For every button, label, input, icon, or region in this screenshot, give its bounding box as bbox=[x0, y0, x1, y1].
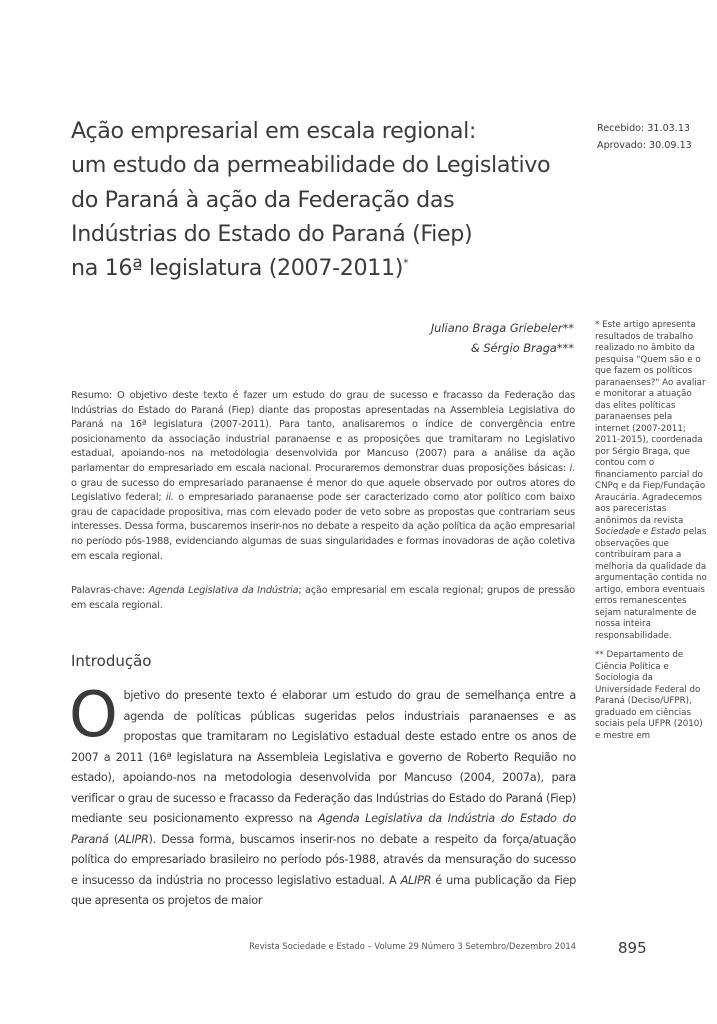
abstract-item-marker: i. bbox=[569, 462, 575, 474]
title-text: na 16ª legislatura (2007-2011) bbox=[71, 255, 404, 282]
footnote-text: * Este artigo apresenta resultados de trabalho realizado no âmbito da pesquisa "Quem são e o que fazem os políticos paranaenses?" Ao avaliar e monitorar a atuação das elites políticas paranaenses pela internet (2007-2011; 2011-2015), coordenada por Sérgio Braga, que contou com o financiamento parcial do CNPq e da Fiep/Fundação Araucária. Agradecemos aos pareceristas anônimos da revista bbox=[595, 320, 706, 526]
title-line bbox=[71, 251, 576, 285]
page-number: 895 bbox=[618, 939, 647, 957]
keywords bbox=[71, 584, 575, 613]
title-line: Indústrias do Estado do Paraná (Fiep) bbox=[71, 220, 473, 247]
intro-paragraph bbox=[69, 678, 576, 912]
body-text: bjetivo do presente texto é elaborar um estudo do grau de semelhança entre a agenda de políticas públicas sugeridas pelos industriais paranaenses e as propostas que tramitaram no Legislativo estadual deste estado entre os anos de 2007 a 2011 (16ª legislatura na Assembleia Legislativa e governo de Roberto Requião no estado), apoiando-nos na metodologia desenvolvida por Mancuso (2004, 2007a), para verificar o grau de sucesso e fracasso da Federação das Indústrias do Estado do Paraná (Fiep) mediante seu posicionamento expresso na bbox=[71, 689, 576, 825]
journal-footer: Revista Sociedade e Estado – Volume 29 Número 3 Setembro/Dezembro 2014 bbox=[249, 941, 576, 951]
footnote bbox=[595, 320, 707, 642]
approved-date: Aprovado: 30.09.13 bbox=[597, 140, 692, 151]
author-name: Juliano Braga Griebeler** bbox=[430, 321, 574, 335]
footnote-marker: * bbox=[403, 256, 409, 270]
body-text: é uma publicação da Fiep que apresenta os projetos de maior bbox=[71, 873, 576, 907]
body-text: ). Dessa forma, buscamos inserir-nos no debate a respeito da força/atuação política do empresariado brasileiro no período pós-1988, através da mensuração do sucesso e insucesso da indústria no processo legislativo estadual. A bbox=[71, 832, 576, 887]
abstract-text: o empresariado paranaense pode ser caracterizado como ator político com baixo grau de capacidade propositiva, mas com elevado poder de veto sobre as propostas que contrariam seus interesses. Dessa forma, buscaremos inserir-nos no debate a respeito da ação política da ação empresarial no período pós-1988, evidenciando algumas de suas singularidades e formas inovadoras de ação coletiva em escala regional. bbox=[71, 492, 575, 562]
title-line: Ação empresarial em escala regional: bbox=[71, 118, 477, 144]
body-italic: ALIPR bbox=[400, 873, 432, 887]
received-date: Recebido: 31.03.13 bbox=[597, 123, 691, 134]
footnote: ** Departamento de Ciência Política e Sociologia da Universidade Federal do Paraná (Deciso/UFPR), graduado em ciências sociais pela UFPR (2010) e mestre em bbox=[595, 650, 703, 741]
title-line: do Paraná à ação da Federação das bbox=[71, 186, 455, 213]
abstract-text: o grau de sucesso do empresariado paranaense é menor do que aquele observado por outros atores do Legislativo federal; bbox=[71, 477, 575, 504]
abstract-text: Resumo: O objetivo deste texto é fazer um estudo do grau de sucesso e fracasso da Federação das Indústrias do Estado do Paraná (Fiep) diante das propostas apresentadas na Assembleia Legislativa do Paraná na 16ª legislatura (2007-2011). Para tanto, analisaremos o índice de convergência entre posicionamento da associação industrial paranaense e as proposições que tramitaram no Legislativo estadual, apoiando-nos na metodologia desenvolvida por Mancuso (2007) para a análise da ação parlamentar do empresariado em escala nacional. Procuraremos demonstrar duas proposições básicas: bbox=[71, 390, 575, 474]
margin-notes bbox=[595, 320, 707, 750]
footnote-text: pelas observações que contribuíram para a melhoria da qualidade da argumentação contida no artigo, embora eventuais erros remanescentes sejam naturalmente de nossa inteira responsabilidade. bbox=[595, 527, 707, 641]
author-name: & Sérgio Braga*** bbox=[470, 341, 574, 355]
article-title bbox=[71, 114, 576, 285]
keywords-label: Palavras-chave: bbox=[71, 585, 149, 596]
footnote-italic: Sociedade e Estado bbox=[595, 527, 681, 537]
body-italic: Agenda Legislativa da Indústria do Estado do Paraná bbox=[71, 812, 576, 846]
body-italic: ALIPR bbox=[118, 832, 149, 846]
title-line: um estudo da permeabilidade do Legislativo bbox=[71, 152, 551, 179]
submission-dates bbox=[597, 120, 707, 154]
section-heading: Introdução bbox=[71, 652, 152, 670]
body-text: ( bbox=[108, 832, 119, 846]
abstract-item-marker: ii. bbox=[165, 492, 174, 504]
abstract bbox=[71, 389, 575, 564]
keyword-italic: Agenda Legislativa da Indústria bbox=[148, 585, 299, 596]
keywords-text: ; ação empresarial em escala regional; grupos de pressão em escala regional. bbox=[71, 585, 575, 611]
drop-cap: O bbox=[69, 678, 118, 751]
author-list bbox=[330, 318, 574, 358]
